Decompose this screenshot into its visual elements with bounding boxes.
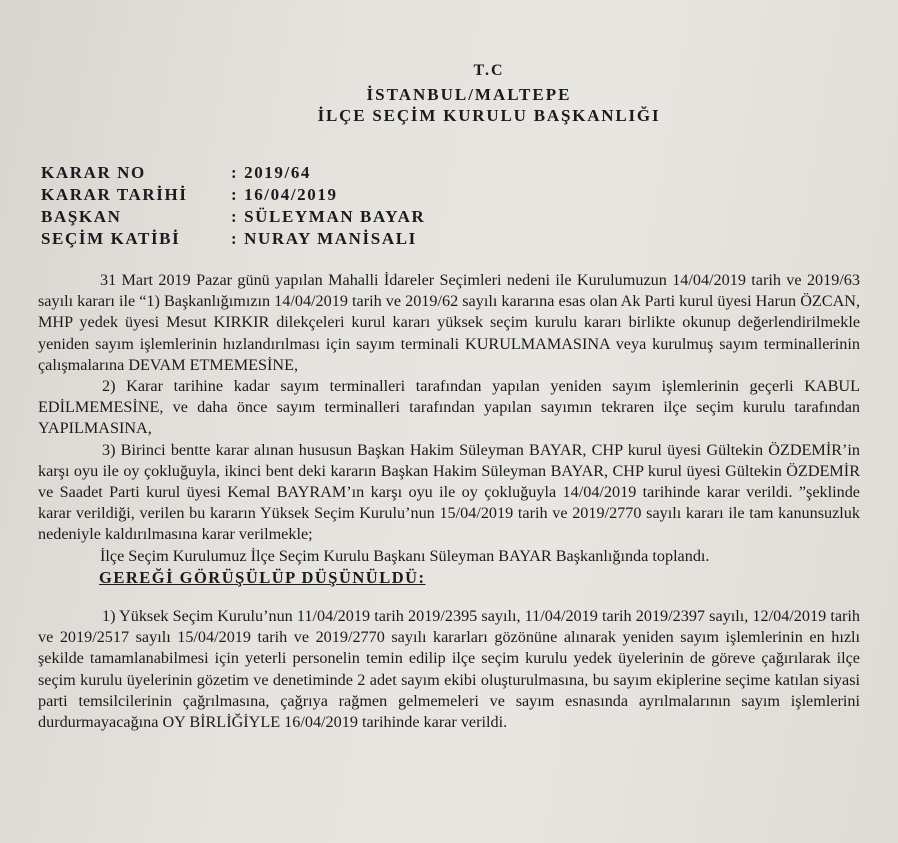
meta-value: : NURAY MANİSALI <box>231 229 417 248</box>
section-heading: GEREĞİ GÖRÜŞÜLÜP DÜŞÜNÜLDÜ: <box>99 567 426 587</box>
paragraph-item-3: 3) Birinci bentte karar alınan hususun Başkan Hakim Süleyman BAYAR, CHP kurul üyesi Gültekin ÖZDEMİR’in karşı oyu ile oy çokluğuyla, ikinci bent deki kararın Başkan Hakim Süleyman BAYAR, CHP kurul üyesi Gültekin ÖZDEMİR ve Saadet Parti kurul üyesi Kemal BAYRAM’ın karşı oyu ile oy çokluğuyla 14/04/2019 tarihinde karar verildi. ”şeklinde karar verildiği, verilen bu kararın Yüksek Seçim Kurulu’nun 15/04/2019 tarih ve 2019/2770 sayılı kararı ile tam kanunsuzluk nedeniyle kaldırılmasına karar verilmekle; <box>38 440 860 544</box>
paragraph-spacer <box>38 588 860 606</box>
header-institution: İLÇE SEÇİM KURULU BAŞKANLIĞI <box>317 106 661 125</box>
paragraph-decision: 1) Yüksek Seçim Kurulu’nun 11/04/2019 tarih 2019/2395 sayılı, 11/04/2019 tarih 2019/2397 sayılı, 12/04/2019 tarih ve 2019/2517 sayılı 15/04/2019 tarih ve 2019/2770 sayılı kararları gözönüne alınarak yeniden sayım işlemlerinin en hızlı şekilde tamamlanabilmesi için yeterli personelin temin edilip ilçe seçim kurulu yedek üyelerinin de göreve çağırılarak ilçe seçim kurulu üyelerinin gözetim ve denetiminde 2 adet sayım ekibi oluşturulmasına, bu sayım ekiplerine seçime katılan siyasi parti temsilcilerinin çağrılmasına, çağrıya rağmen gelmemeleri ve sayım esnasında ayrılmalarının sayım işlemlerini durdurmayacağına OY BİRLİĞİYLE 16/04/2019 tarihinde karar verildi. <box>38 607 860 732</box>
header-tc: T.C <box>473 62 505 79</box>
meta-value: : 16/04/2019 <box>231 185 338 204</box>
meta-label: KARAR TARİHİ <box>41 185 188 204</box>
meta-label: SEÇİM KATİBİ <box>41 229 181 248</box>
meta-value: : 2019/64 <box>231 163 312 182</box>
paragraph-item-2: 2) Karar tarihine kadar sayım terminalleri tarafından yapılan yeniden sayım işlemlerinin geçerli KABUL EDİLMEMESİNE, ve daha önce sayım terminalleri tarafından yapılan sayımın tekraren ilçe seçim kurulu tarafından YAPILMASINA, <box>38 377 860 438</box>
meta-label: KARAR NO <box>41 163 146 182</box>
paragraph-intro: 31 Mart 2019 Pazar günü yapılan Mahalli İdareler Seçimleri nedeni ile Kurulumuzun 14/04/2019 tarih ve 2019/63 sayılı kararı ile “1) Başkanlığımızın 14/04/2019 tarih ve 2019/62 sayılı kararına esas olan Ak Parti kurul üyesi Harun ÖZCAN, MHP yedek üyesi Mesut KIRKIR dilekçeleri kurul kararı yüksek seçim kurulu kararı birlikte okunup değerlendirilmekle yeniden sayım işlemlerinin hızlandırılması için sayım terminali KURULMAMASINA veya kurulmuş sayım terminallerinin çalışmalarına DEVAM ETMEMESİNE, <box>38 271 860 374</box>
header-location: İSTANBUL/MALTEPE <box>366 85 572 104</box>
paragraph-meeting: İlçe Seçim Kurulumuz İlçe Seçim Kurulu Başkanı Süleyman BAYAR Başkanlığında toplandı. <box>100 546 710 565</box>
document-body <box>38 270 860 733</box>
meta-value: : SÜLEYMAN BAYAR <box>231 207 426 226</box>
meta-label: BAŞKAN <box>41 207 122 226</box>
